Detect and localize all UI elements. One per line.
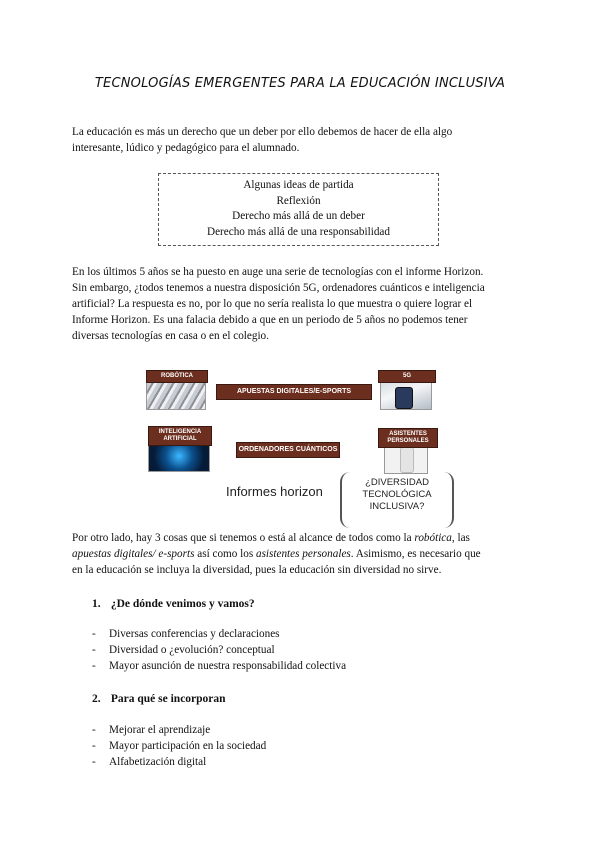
robotics-image [146,382,206,410]
ia-label: INTELIGENCIA ARTIFICIAL [148,426,212,446]
section-heading [92,691,226,707]
list-item-text: Mayor asunción de nuestra responsabilidad colectiva [109,660,347,672]
paragraph-line: artificial? La respuesta es no, por lo que no sería realista lo que muestra o quiere lograr el [72,298,473,310]
idea-item: Derecho más allá de una responsabilidad [207,225,390,238]
section-number: 1. [92,598,101,610]
text-run-italic: robótica [414,532,452,544]
bullet-list [92,722,266,770]
phone-5g-image [380,382,432,410]
section-title: ¿De dónde venimos y vamos? [110,598,255,610]
diversity-paragraph [72,530,528,578]
list-item [92,754,266,770]
paragraph-line: Informe Horizon. Es una falacia debido a que en un periodo de 5 años no podemos tener [72,314,468,326]
section-title: Para qué se incorporan [110,693,226,705]
intro-paragraph [72,124,528,156]
paragraph-line [72,546,528,562]
section-heading [92,596,255,612]
text-run-italic: asistentes personales [255,548,351,560]
idea-item: Derecho más allá de un deber [232,210,365,222]
paragraph-line: diversas tecnologías en casa o en el colegio. [72,330,269,342]
text-run: , las [451,532,470,544]
question-line: ¿DIVERSIDAD [365,477,429,488]
bullet-list [92,626,346,674]
list-item [92,626,346,642]
informes-horizon-label: Informes horizon [226,484,323,499]
text-run: Por otro lado, hay 3 cosas que si tenemos o está al alcance de todos como la [72,532,415,544]
robotica-label: ROBÓTICA [146,370,208,383]
list-item [92,658,346,674]
diversity-question [340,472,454,528]
technologies-diagram [140,362,460,530]
list-item [92,642,346,658]
page-title: TECNOLOGÍAS EMERGENTES PARA LA EDUCACIÓN INCLUSIVA [94,76,506,91]
asistentes-label: ASISTENTES PERSONALES [378,428,438,448]
list-item-text: Diversidad o ¿evolución? conceptual [109,644,275,656]
paragraph-line [72,530,528,546]
text-run-italic: apuestas digitales/ e-sports [72,548,195,560]
idea-item: Reflexión [276,194,321,207]
text-run: . Asimismo, es necesario que [350,548,481,560]
paragraph-line: En los últimos 5 años se ha puesto en auge una serie de tecnologías con el informe Horizon. [72,266,484,278]
list-item [92,738,266,754]
list-item-text: Mayor participación en la sociedad [109,740,267,752]
paragraph-line: en la educación se incluya la diversidad, pues la educación sin diversidad no sirve. [72,564,442,576]
question-line: INCLUSIVA? [369,501,425,512]
list-item-text: Diversas conferencias y declaraciones [109,628,280,640]
list-item-text: Mejorar el aprendizaje [109,724,211,736]
text-run: así como los [194,548,256,560]
question-line: TECNOLÓGICA [362,489,432,500]
section-number: 2. [92,693,101,705]
assistant-image [384,444,428,474]
apuestas-bar: APUESTAS DIGITALES/E-SPORTS [216,384,372,400]
intro-line: interesante, lúdico y pedagógico para el alumnado. [72,142,300,154]
ordenadores-bar: ORDENADORES CUÁNTICOS [236,442,340,458]
ideas-box [158,173,439,246]
list-marker: - [92,660,96,672]
speaker-icon [400,447,414,473]
list-marker: - [92,628,96,640]
list-marker: - [92,644,96,656]
idea-item: Algunas ideas de partida [243,179,354,191]
phone-icon [395,387,413,409]
list-marker: - [92,740,96,752]
paragraph-line: Sin embargo, ¿todos tenemos a nuestra disposición 5G, ordenadores cuánticos e inteligencia [72,282,485,294]
list-item [92,722,266,738]
list-marker: - [92,756,96,768]
horizon-paragraph [72,264,528,344]
list-item-text: Alfabetización digital [109,756,207,768]
list-marker: - [92,724,96,736]
fiveg-label: 5G [378,370,436,383]
intro-line: La educación es más un derecho que un deber por ello debemos de hacer de ella algo [72,126,453,138]
